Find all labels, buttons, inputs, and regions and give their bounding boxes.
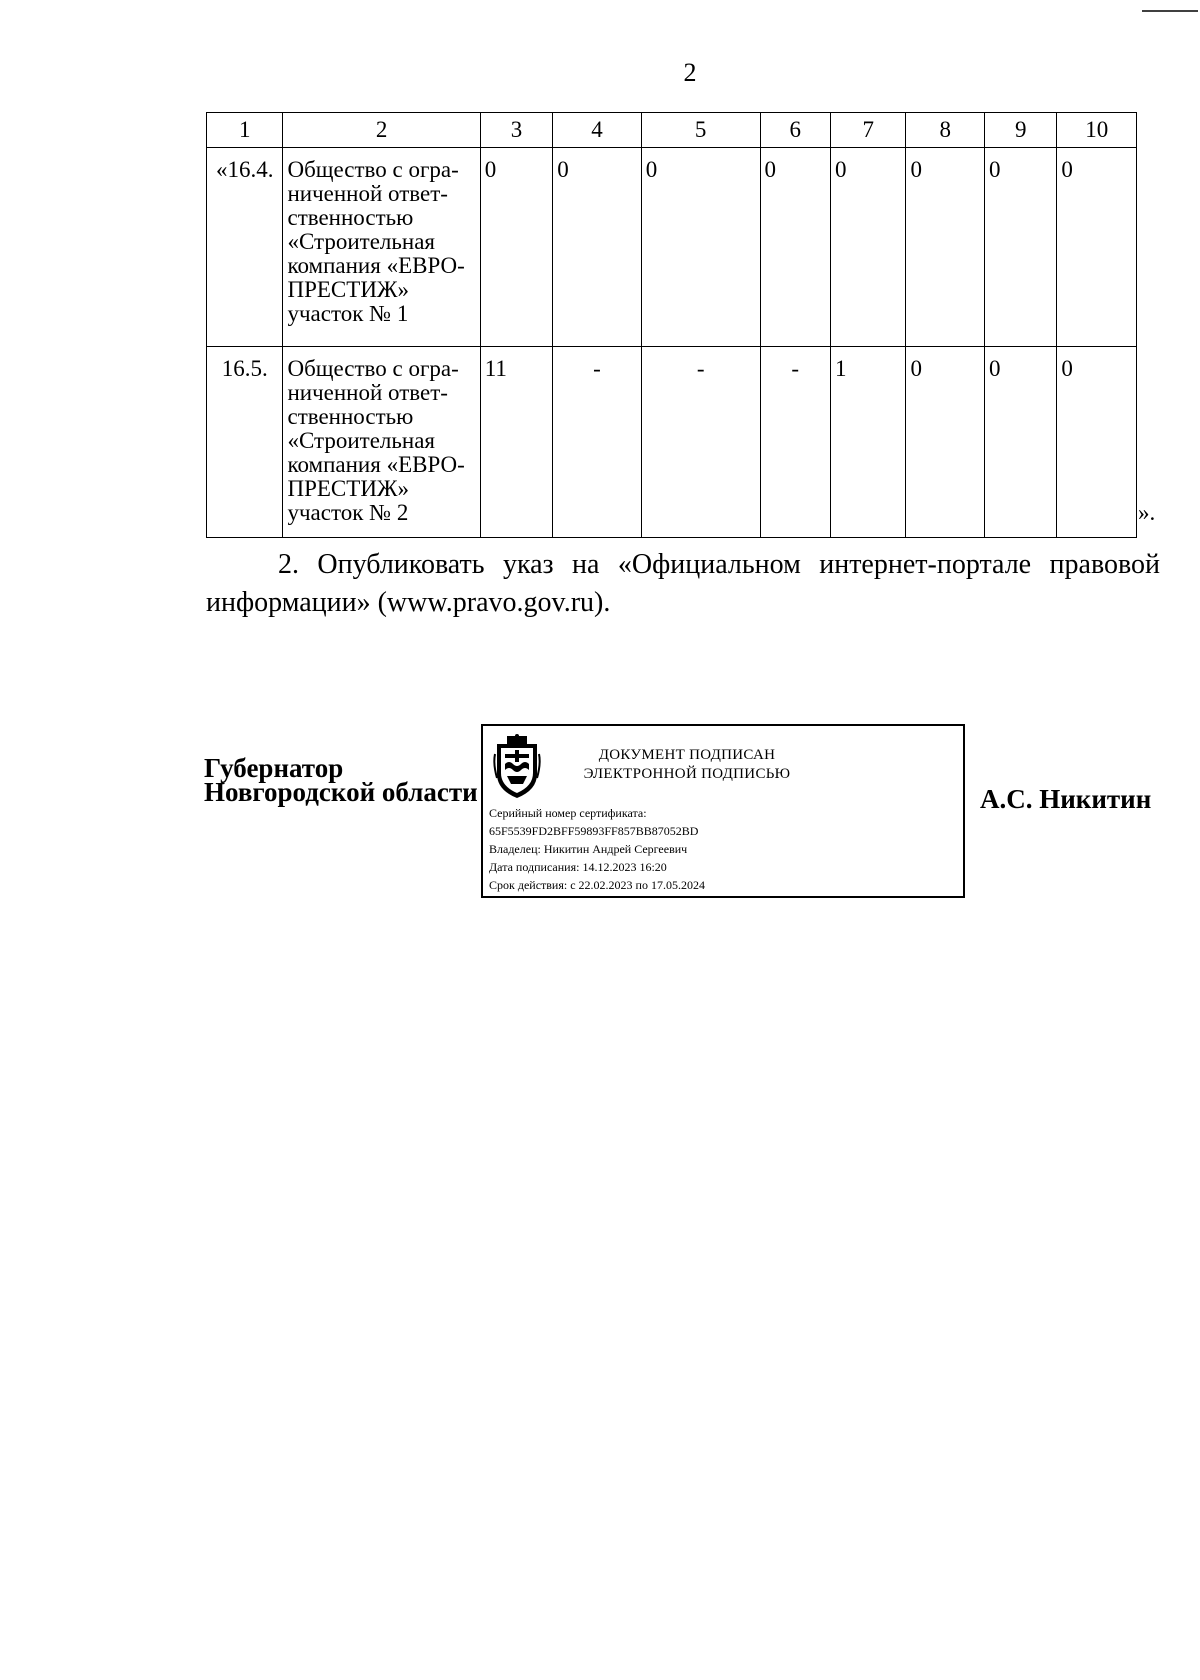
stamp-title-line1: ДОКУМЕНТ ПОДПИСАН xyxy=(598,747,776,763)
value-cell: 0 xyxy=(760,148,830,347)
page-number: 2 xyxy=(683,58,697,87)
value-cell: 0 xyxy=(553,148,642,347)
certificate-details xyxy=(489,804,705,894)
electronic-signature-stamp xyxy=(481,724,965,898)
value-cell: 0 xyxy=(641,148,760,347)
header-cell: 9 xyxy=(984,113,1056,148)
value-cell: - xyxy=(641,347,760,538)
header-cell: 10 xyxy=(1057,113,1137,148)
value-cell: 0 xyxy=(1057,347,1137,538)
name-line: ниченной ответ- xyxy=(287,181,448,206)
name-line: «Строительная xyxy=(287,428,435,453)
stamp-title-line2: ЭЛЕКТРОННОЙ ПОДПИСЬЮ xyxy=(583,766,791,782)
serial-number: 65F5539FD2BFF59893FF857BB87052BD xyxy=(489,824,699,838)
value-cell: - xyxy=(553,347,642,538)
name-line: участок № 2 xyxy=(287,500,409,525)
serial-label: Серийный номер сертификата: xyxy=(489,806,647,820)
value-cell: 0 xyxy=(984,347,1056,538)
header-cell: 8 xyxy=(906,113,985,148)
row-number: «16.4. xyxy=(207,148,283,347)
value-cell: 11 xyxy=(480,347,552,538)
value-cell: 0 xyxy=(984,148,1056,347)
organization-name xyxy=(283,148,480,347)
scan-edge-mark xyxy=(1140,0,1200,4)
table-row xyxy=(207,347,1137,538)
header-cell: 4 xyxy=(553,113,642,148)
governor-title-line1: Губернатор xyxy=(204,753,344,783)
name-line: ственностью xyxy=(287,404,414,429)
value-cell: 0 xyxy=(906,148,985,347)
name-line: ниченной ответ- xyxy=(287,380,448,405)
governor-title xyxy=(204,753,478,807)
name-line: «Строительная xyxy=(287,229,435,254)
name-line: участок № 1 xyxy=(287,301,409,326)
name-line: Общество с огра- xyxy=(287,157,459,182)
name-line: компания «ЕВРО- xyxy=(287,253,465,278)
name-line: Общество с огра- xyxy=(287,356,459,381)
certificate-owner: Владелец: Никитин Андрей Сергеевич xyxy=(489,842,688,856)
header-cell: 3 xyxy=(480,113,552,148)
table-row xyxy=(207,148,1137,347)
name-line: ПРЕСТИЖ» xyxy=(287,476,410,501)
closing-quote: ». xyxy=(1138,500,1156,525)
data-table xyxy=(206,112,1137,538)
header-cell: 1 xyxy=(207,113,283,148)
name-line: ПРЕСТИЖ» xyxy=(287,277,410,302)
publication-paragraph xyxy=(206,546,1160,622)
signer-name: А.С. Никитин xyxy=(980,784,1152,814)
header-cell: 7 xyxy=(830,113,905,148)
header-cell: 2 xyxy=(283,113,480,148)
paragraph-text: 2. Опубликовать указ на «Официальном интернет-портале правовой информации» (www.pravo.gov.ru). xyxy=(206,549,1160,618)
value-cell: 0 xyxy=(1057,148,1137,347)
organization-name xyxy=(283,347,480,538)
signing-date: Дата подписания: 14.12.2023 16:20 xyxy=(489,860,667,874)
coat-of-arms-icon xyxy=(493,734,541,800)
name-line: ственностью xyxy=(287,205,414,230)
header-cell: 6 xyxy=(760,113,830,148)
value-cell: 0 xyxy=(480,148,552,347)
name-line: компания «ЕВРО- xyxy=(287,452,465,477)
row-number: 16.5. xyxy=(207,347,283,538)
value-cell: 0 xyxy=(906,347,985,538)
validity-period: Срок действия: с 22.02.2023 по 17.05.2024 xyxy=(489,878,705,892)
stamp-title xyxy=(557,746,817,784)
value-cell: 0 xyxy=(830,148,905,347)
value-cell: - xyxy=(760,347,830,538)
governor-title-line2: Новгородской области xyxy=(204,777,478,807)
header-cell: 5 xyxy=(641,113,760,148)
table-header-row xyxy=(207,113,1137,148)
value-cell: 1 xyxy=(830,347,905,538)
